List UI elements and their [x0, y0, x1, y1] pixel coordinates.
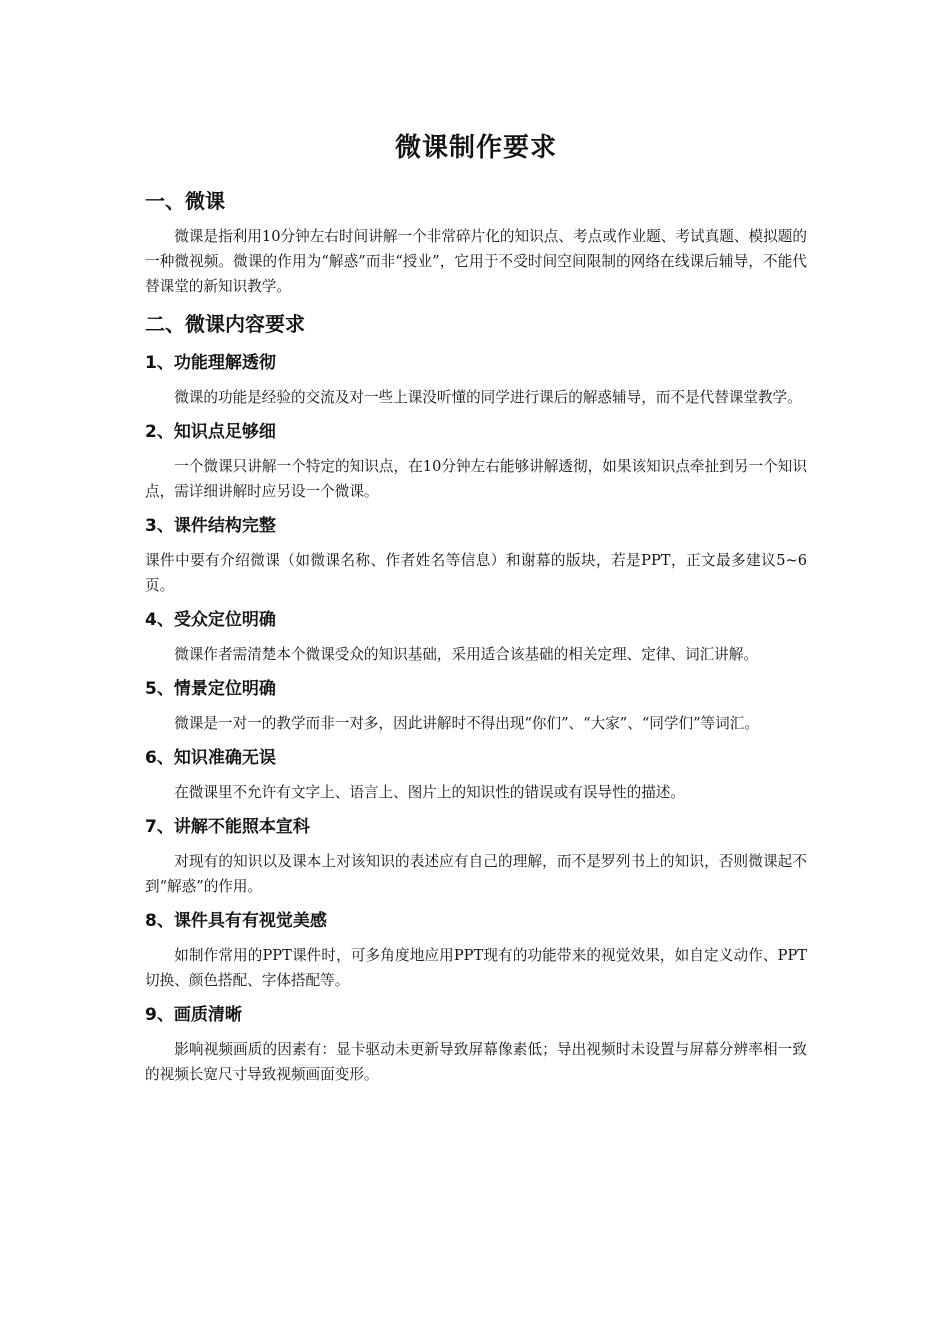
item-paragraph-1: 微课的功能是经验的交流及对一些上课没听懂的同学进行课后的解惑辅导，而不是代替课堂教学。: [174, 389, 802, 406]
section-content-requirements: [145, 307, 807, 1087]
item-paragraph-7: 对现有的知识以及课本上对该知识的表述应有自己的理解，而不是罗列书上的知识，否则微课起不到“解惑”的作用。: [145, 853, 807, 895]
item-heading-7: 7、讲解不能照本宣科: [145, 817, 310, 837]
item-paragraph-3: 课件中要有介绍微课（如微课名称、作者姓名等信息）和谢幕的版块，若是PPT，正文最多建议5~6页。: [145, 552, 807, 594]
item-heading-9: 9、画质清晰: [145, 1005, 242, 1025]
section-micro-lesson: [145, 184, 807, 299]
item-paragraph-5: 微课是一对一的教学而非一对多，因此讲解时不得出现“你们”、“大家”、“同学们”等词汇。: [174, 715, 759, 732]
section-heading-micro-lesson: 一、微课: [145, 189, 225, 213]
item-paragraph-4: 微课作者需清楚本个微课受众的知识基础，采用适合该基础的相关定理、定律、词汇讲解。: [174, 646, 758, 663]
item-heading-5: 5、情景定位明确: [145, 679, 276, 699]
item-heading-8: 8、课件具有有视觉美感: [145, 911, 327, 931]
document-content: [145, 130, 807, 1095]
item-paragraph-2: 一个微课只讲解一个特定的知识点，在10分钟左右能够讲解透彻，如果该知识点牵扯到另一个知识点，需详细讲解时应另设一个微课。: [145, 458, 807, 500]
item-heading-2: 2、知识点足够细: [145, 422, 276, 442]
section-heading-content-requirements: 二、微课内容要求: [145, 312, 305, 336]
item-heading-3: 3、课件结构完整: [145, 516, 276, 536]
item-paragraph-8: 如制作常用的PPT课件时，可多角度地应用PPT现有的功能带来的视觉效果，如自定义动作、PPT切换、颜色搭配、字体搭配等。: [145, 947, 807, 989]
paragraph-micro-lesson-definition: 微课是指利用10分钟左右时间讲解一个非常碎片化的知识点、考点或作业题、考试真题、模拟题的一种微视频。微课的作用为“解惑”而非“授业”，它用于不受时间空间限制的网络在线课后辅导，不能代替课堂的新知识教学。: [145, 228, 807, 295]
document-title: 微课制作要求: [394, 133, 557, 163]
item-heading-6: 6、知识准确无误: [145, 748, 276, 768]
item-paragraph-9: 影响视频画质的因素有：显卡驱动未更新导致屏幕像素低；导出视频时未设置与屏幕分辨率相一致的视频长宽尺寸导致视频画面变形。: [145, 1041, 807, 1083]
item-heading-4: 4、受众定位明确: [145, 610, 276, 630]
item-paragraph-6: 在微课里不允许有文字上、语言上、图片上的知识性的错误或有误导性的描述。: [174, 784, 685, 801]
item-heading-1: 1、功能理解透彻: [145, 353, 276, 373]
